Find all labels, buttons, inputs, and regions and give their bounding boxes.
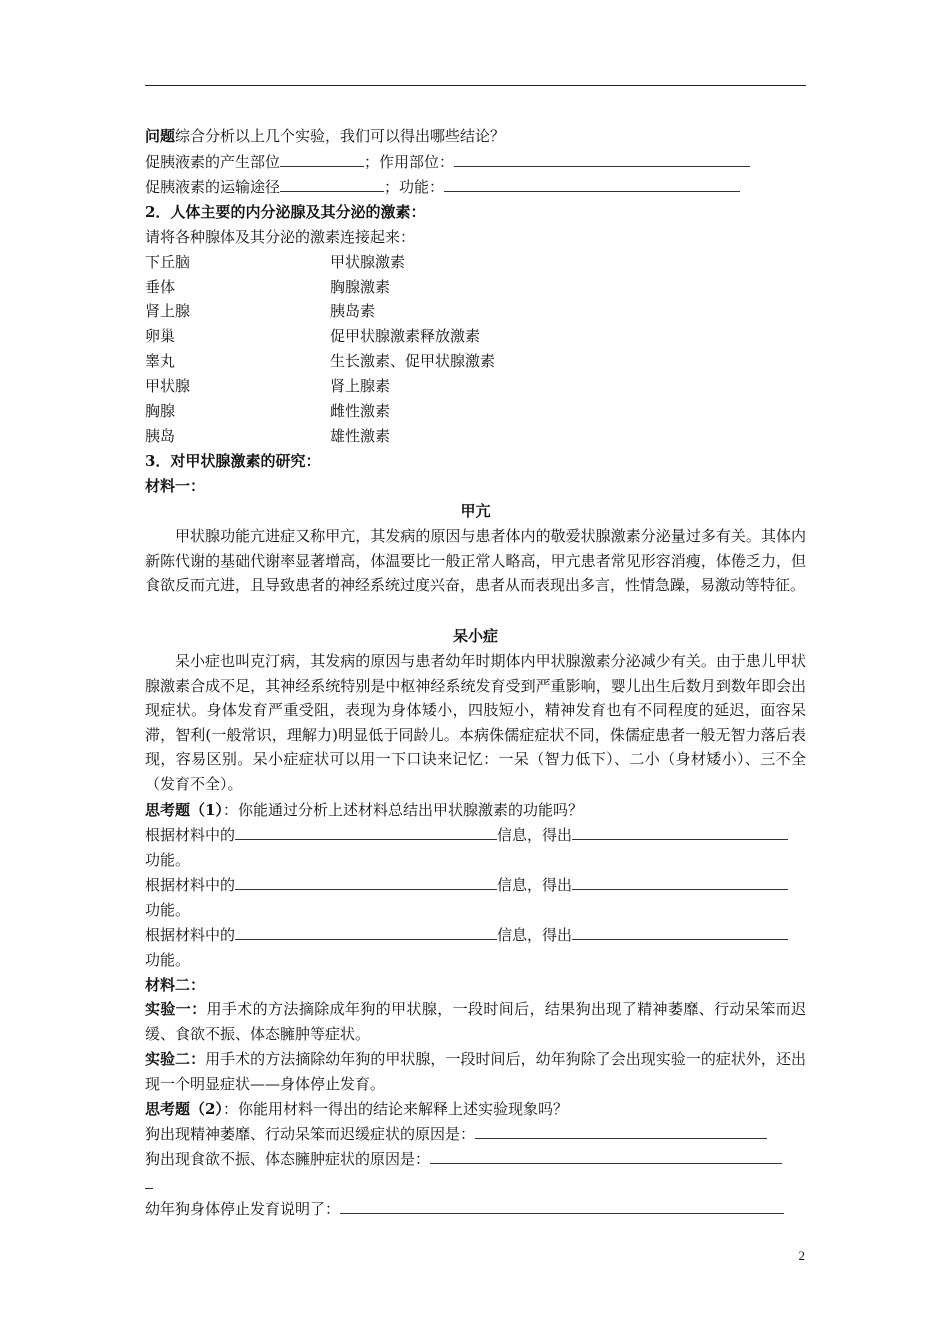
header-rule [145, 85, 806, 86]
think1-mid: 信息，得出 [497, 926, 573, 944]
think2-q1 [145, 1125, 767, 1143]
question-text: 综合分析以上几个实验，我们可以得出哪些结论？ [175, 127, 506, 145]
hormone-item[interactable]: 促甲状腺激素释放激素 [330, 327, 481, 345]
hyper-paragraph: 甲状腺功能亢进症又称甲亢，其发病的原因与患者体内的敬爱状腺激素分泌量过多有关。其体内新陈代谢的基础代谢率显著增高，体温要比一般正常人略高，甲亢患者常见形容消瘦，体倦乏力，但食欲反而亢进，且导致患者的神经系统过度兴奋，患者从而表现出多言，性情急躁，易激动等特征。 [145, 527, 806, 594]
think2-label: 思考题（2） [145, 1100, 223, 1118]
think1-suffix: 功能。 [145, 901, 191, 919]
gland-item[interactable]: 胰岛 [145, 427, 176, 445]
row1-label-a: 促胰液素的产生部位 [145, 153, 281, 171]
overflow-underline [145, 1175, 153, 1193]
think2-q1-text: 狗出现精神萎靡、行动呆笨而迟缓症状的原因是： [145, 1125, 476, 1143]
blank[interactable] [572, 926, 788, 940]
blank[interactable] [430, 1150, 782, 1164]
think1-line [145, 801, 583, 819]
think1-prefix: 根据材料中的 [145, 876, 236, 894]
blank[interactable] [454, 153, 750, 167]
think1-row [145, 826, 788, 844]
hormone-item[interactable]: 胸腺激素 [330, 278, 391, 296]
think1-suffix: 功能。 [145, 851, 191, 869]
blank[interactable] [572, 826, 788, 840]
blank[interactable] [280, 153, 364, 167]
gland-item[interactable]: 肾上腺 [145, 302, 191, 320]
question-row-2 [145, 178, 740, 196]
hormone-item[interactable]: 雄性激素 [330, 427, 391, 445]
hormone-item[interactable]: 胰岛素 [330, 302, 376, 320]
page-number: 2 [798, 1248, 805, 1263]
hormone-item[interactable]: 雌性激素 [330, 402, 391, 420]
exp1-label: 实验一： [145, 1000, 207, 1018]
gland-item[interactable]: 睾丸 [145, 352, 176, 370]
think2-line [145, 1100, 568, 1118]
section3-heading: 3．对甲状腺激素的研究： [145, 452, 321, 470]
cretin-title: 呆小症 [452, 627, 498, 645]
blank[interactable] [235, 926, 497, 940]
gland-item[interactable]: 下丘脑 [145, 253, 191, 271]
blank[interactable] [340, 1200, 784, 1214]
think1-text: ：你能通过分析上述材料总结出甲状腺激素的功能吗？ [222, 801, 583, 819]
gland-item[interactable]: 甲状腺 [145, 377, 191, 395]
think1-mid: 信息，得出 [497, 876, 573, 894]
material1-heading: 材料一： [145, 477, 206, 495]
think1-label: 思考题（1） [145, 801, 223, 819]
exp2-label: 实验二： [145, 1050, 206, 1068]
row2-label-b: ；功能： [384, 178, 445, 196]
gland-item[interactable]: 垂体 [145, 278, 176, 296]
hormone-item[interactable]: 肾上腺素 [330, 377, 391, 395]
think2-text: ：你能用材料一得出的结论来解释上述实验现象吗？ [222, 1100, 568, 1118]
section2-heading: 2．人体主要的内分泌腺及其分泌的激素： [145, 203, 426, 221]
cretin-paragraph: 呆小症也叫克汀病，其发病的原因与患者幼年时期体内甲状腺激素分泌减少有关。由于患儿甲状腺激素合成不足，其神经系统特别是中枢神经系统发育受到严重影响，婴儿出生后数月到数年即会出现症状。身体发育严重受阻，表现为身体矮小，四肢短小，精神发育也有不同程度的延迟，面容呆滞，智利(一般常识，理解力)明显低于同龄儿。本病侏儒症症状不同，侏儒症患者一般无智力落后表现，容易区别。呆小症症状可以用一下口诀来记忆：一呆（智力低下）、二小（身材矮小）、三不全（发育不全）。 [145, 652, 806, 793]
blank[interactable] [235, 876, 497, 890]
blank[interactable] [475, 1125, 767, 1139]
blank[interactable] [280, 178, 384, 192]
think2-q3 [145, 1200, 784, 1218]
think1-row [145, 926, 788, 944]
hyper-title: 甲亢 [460, 502, 491, 520]
think2-q2-text: 狗出现食欲不振、体态臃肿症状的原因是： [145, 1150, 431, 1168]
hormone-item[interactable]: 生长激素、促甲状腺激素 [330, 352, 496, 370]
think1-prefix: 根据材料中的 [145, 826, 236, 844]
blank[interactable] [444, 178, 740, 192]
section2-instruction: 请将各种腺体及其分泌的激素连接起来： [145, 228, 416, 246]
think1-mid: 信息，得出 [497, 826, 573, 844]
gland-item[interactable]: 胸腺 [145, 402, 176, 420]
think1-suffix: 功能。 [145, 951, 191, 969]
row2-label-a: 促胰液素的运输途径 [145, 178, 281, 196]
think2-q2 [145, 1150, 782, 1168]
think1-prefix: 根据材料中的 [145, 926, 236, 944]
question-line [145, 127, 505, 145]
hormone-item[interactable]: 甲状腺激素 [330, 253, 406, 271]
think2-q3-text: 幼年狗身体停止发育说明了： [145, 1200, 341, 1218]
gland-item[interactable]: 卵巢 [145, 327, 176, 345]
material2-heading: 材料二： [145, 976, 206, 994]
question-label: 问题 [145, 127, 176, 145]
blank[interactable] [572, 876, 788, 890]
exp2-text: 用手术的方法摘除幼年狗的甲状腺，一段时间后，幼年狗除了会出现实验一的症状外，还出现一个明显症状——身体停止发育。 [145, 1050, 806, 1093]
experiment-1 [145, 997, 806, 1046]
think1-row [145, 876, 788, 894]
row1-label-b: ；作用部位： [364, 153, 455, 171]
question-row-1 [145, 153, 750, 171]
exp1-text: 用手术的方法摘除成年狗的甲状腺，一段时间后，结果狗出现了精神萎靡、行动呆笨而迟缓、食欲不振、体态臃肿等症状。 [145, 1000, 806, 1043]
experiment-2 [145, 1047, 806, 1096]
blank[interactable] [235, 826, 497, 840]
